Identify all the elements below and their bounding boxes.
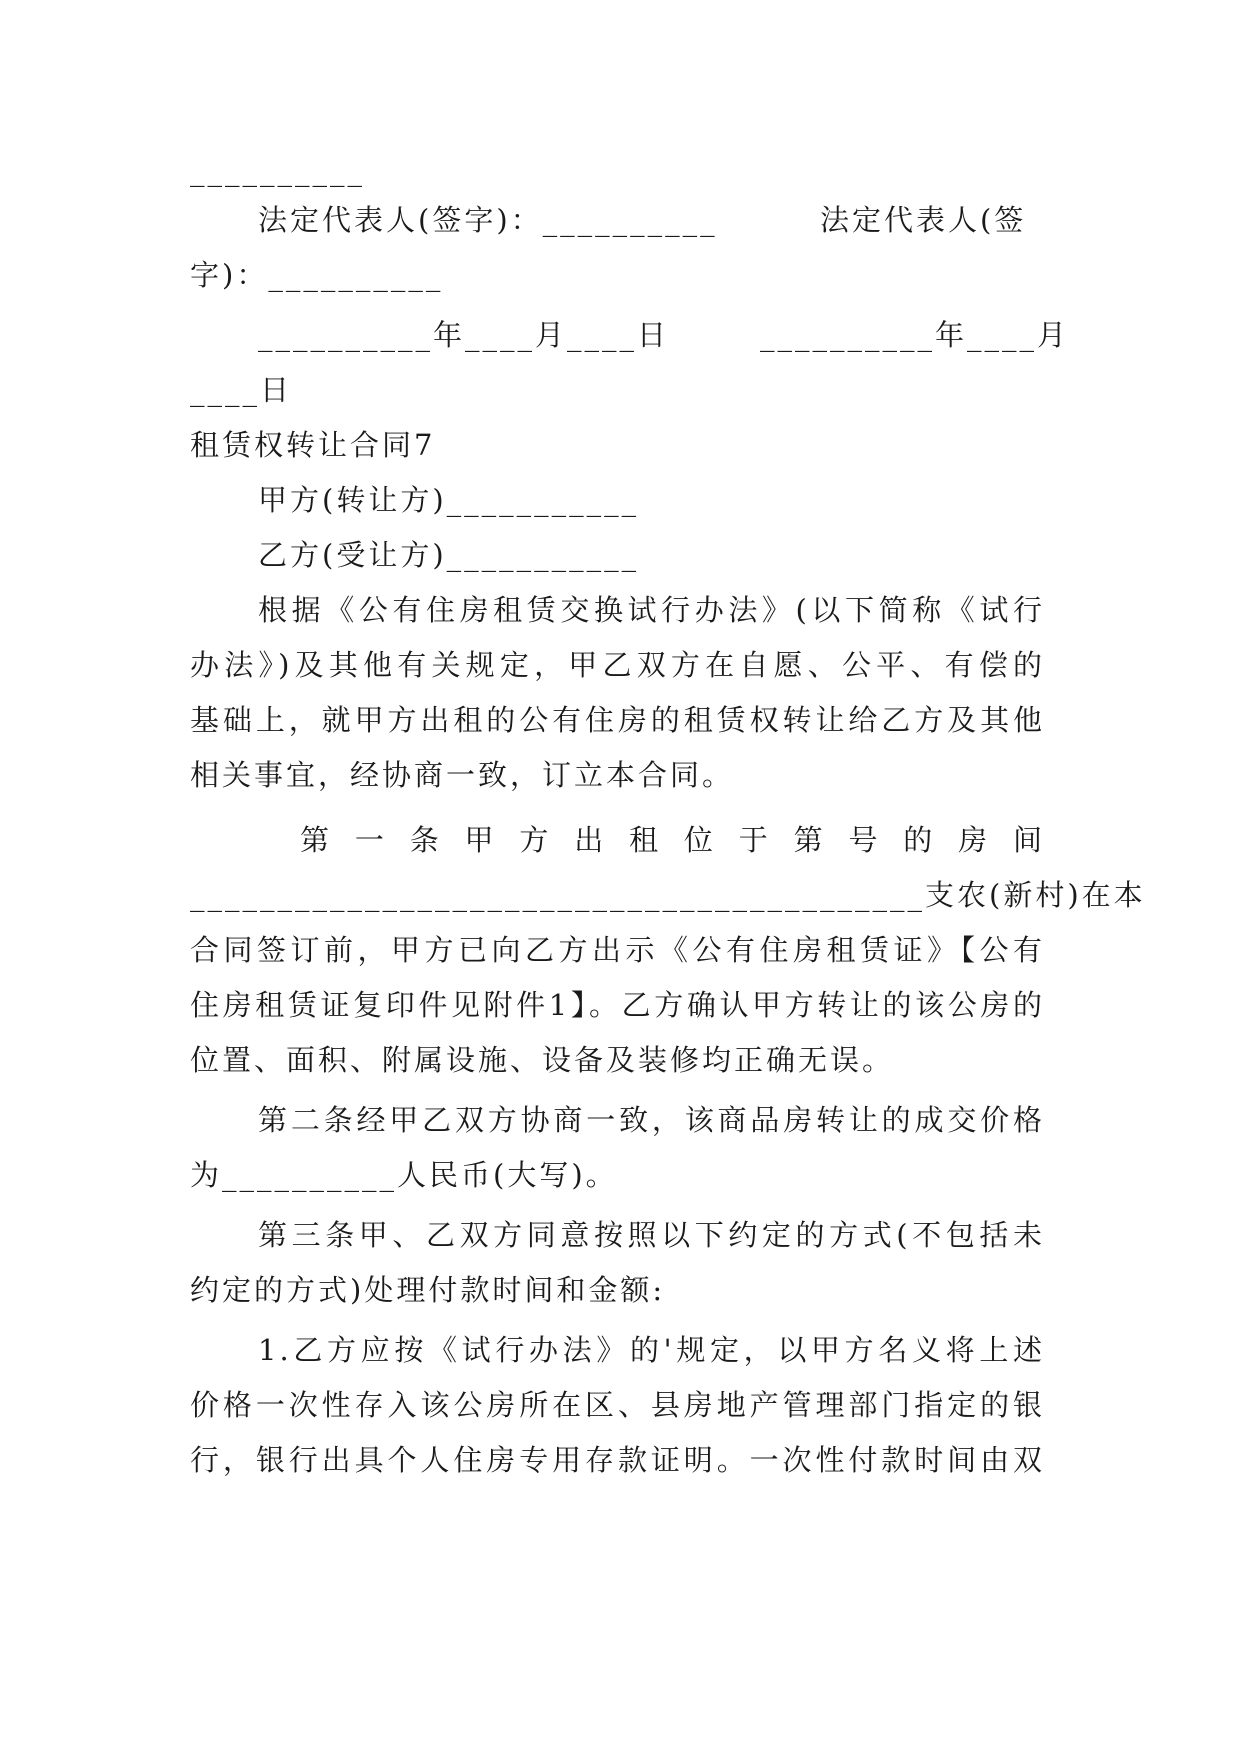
article-1-line-4: 住房租赁证复印件见附件1】。乙方确认甲方转让的该公房的: [190, 988, 1045, 1022]
article-1-line-1: 第 一 条 甲 方 出 租 位 于 第 号 的 房 间: [300, 823, 1045, 857]
party-a-date: __________年____月____日: [258, 318, 670, 352]
party-b-date-cont: ____日: [190, 373, 293, 407]
party-a-legal-rep-signature: 法定代表人(签字)：__________: [258, 203, 718, 237]
article-2-line-2: 为__________人民币(大写)。: [190, 1158, 618, 1192]
article-1-line-5: 位置、面积、附属设施、设备及装修均正确无误。: [190, 1043, 895, 1077]
signature-blank-line: __________: [190, 153, 365, 187]
clause-1-line-2: 价格一次性存入该公房所在区、县房地产管理部门指定的银: [190, 1388, 1045, 1422]
party-a-transferor: 甲方(转让方)___________: [258, 483, 640, 517]
party-b-date: __________年____月: [760, 318, 1070, 352]
party-b-legal-rep-signature: 法定代表人(签: [820, 203, 1027, 237]
preamble-line-4: 相关事宜，经协商一致，订立本合同。: [190, 758, 735, 792]
article-1-line-3: 合同签订前，甲方已向乙方出示《公有住房租赁证》【公有: [190, 933, 1045, 967]
preamble-line-3: 基础上，就甲方出租的公有住房的租赁权转让给乙方及其他: [190, 703, 1045, 737]
preamble-line-2: 办法》)及其他有关规定，甲乙双方在自愿、公平、有偿的: [190, 648, 1045, 682]
article-3-line-2: 约定的方式)处理付款时间和金额:: [190, 1273, 666, 1307]
party-b-legal-rep-signature-cont: 字)：__________: [190, 258, 444, 292]
preamble-line-1: 根据《公有住房租赁交换试行办法》(以下简称《试行: [258, 593, 1045, 627]
party-b-transferee: 乙方(受让方)___________: [258, 538, 640, 572]
article-3-line-1: 第三条甲、乙双方同意按照以下约定的方式(不包括未: [258, 1218, 1045, 1252]
clause-1-line-1: 1.乙方应按《试行办法》的'规定，以甲方名义将上述: [258, 1333, 1045, 1367]
article-2-line-1: 第二条经甲乙双方协商一致，该商品房转让的成交价格: [258, 1103, 1045, 1137]
contract-title: 租赁权转让合同7: [190, 428, 436, 462]
article-1-line-2: __________________________________________支农(新村)在本: [190, 878, 1146, 912]
clause-1-line-3: 行，银行出具个人住房专用存款证明。一次性付款时间由双: [190, 1443, 1045, 1477]
